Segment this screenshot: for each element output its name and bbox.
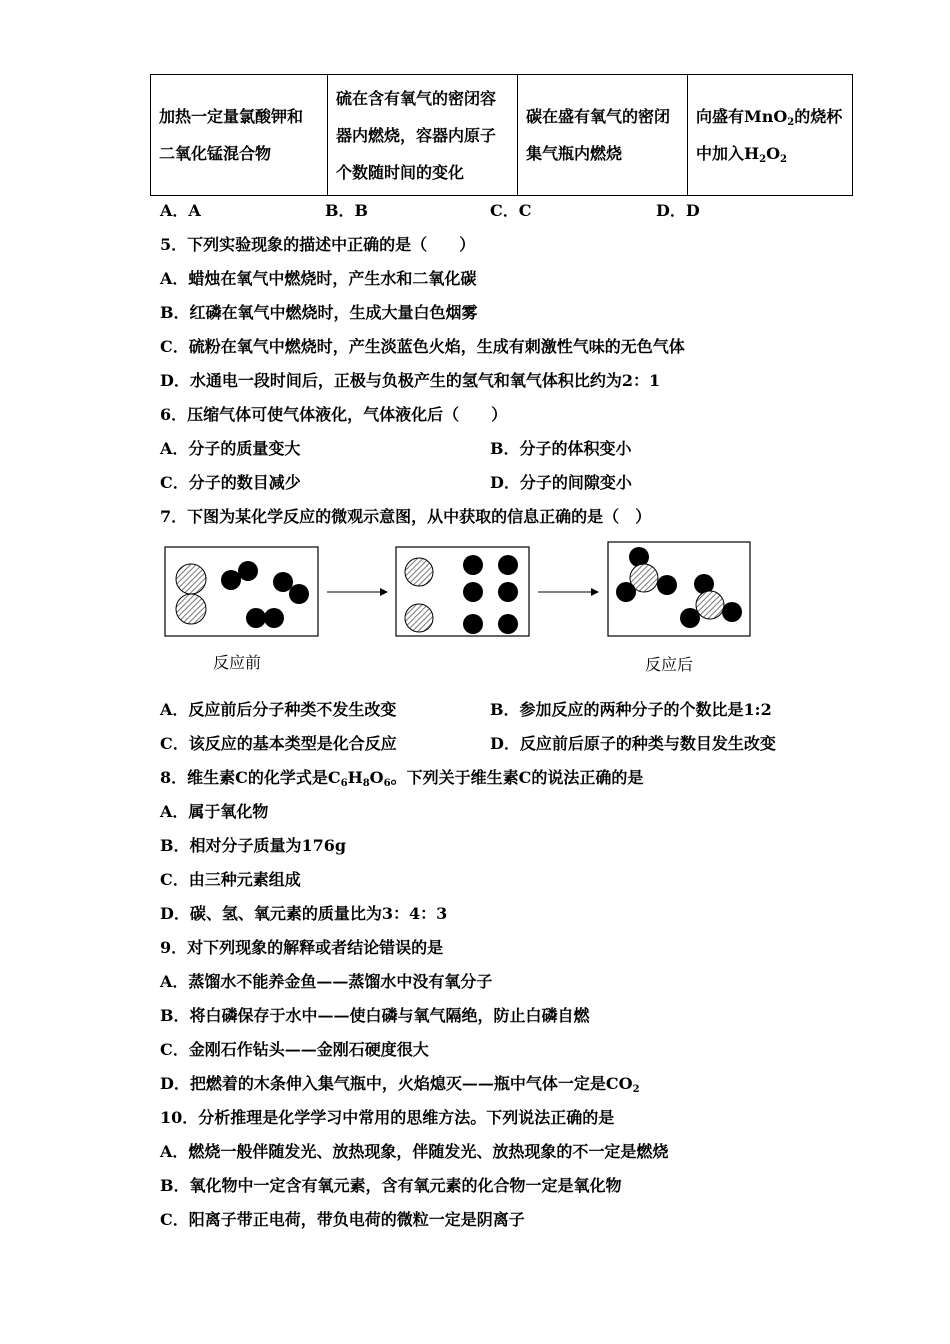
q5-option-d: D．水通电一段时间后，正极与负极产生的氢气和氧气体积比约为2：1 xyxy=(160,371,661,390)
black-atom xyxy=(680,608,700,628)
q7-option-c: C．该反应的基本类型是化合反应 xyxy=(160,734,397,753)
cell-b-line-2: 器内燃烧，容器内原子 xyxy=(336,125,497,145)
q6-stem: 6．压缩气体可使气体液化，气体液化后（ ） xyxy=(160,405,508,424)
black-atom xyxy=(498,555,518,575)
cell-c-line-2: 集气瓶内燃烧 xyxy=(526,144,623,163)
q7-option-d: D．反应前后原子的种类与数目发生改变 xyxy=(490,734,776,753)
q6-option-b: B．分子的体积变小 xyxy=(490,439,632,458)
q5-stem: 5．下列实验现象的描述中正确的是（ ） xyxy=(160,235,476,254)
table-cell-c xyxy=(518,75,688,196)
q7-option-a: A．反应前后分子种类不发生改变 xyxy=(160,700,397,719)
arrow-head xyxy=(380,588,388,596)
q8-option-b: B．相对分子质量为176g xyxy=(160,836,347,855)
cell-d-line-1: 向盛有MnO$_2$的烧杯 xyxy=(696,107,843,128)
caption-after: 反应后 xyxy=(645,655,694,674)
black-atom xyxy=(289,584,309,604)
q9-stem: 9．对下列现象的解释或者结论错误的是 xyxy=(160,938,444,957)
q8-stem: 8．维生素C的化学式是$C_6H_8O_6$。下列关于维生素C的说法正确的是 xyxy=(160,768,644,789)
q9-option-c: C．金刚石作钻头——金刚石硬度很大 xyxy=(160,1040,429,1059)
cell-b-line-3: 个数随时间的变化 xyxy=(336,162,465,182)
hatched-atom xyxy=(696,591,724,619)
cell-d-line-2: 中加入$H_2O_2$ xyxy=(696,144,787,165)
caption-before: 反应前 xyxy=(213,653,262,672)
table-cell-a xyxy=(151,75,328,196)
black-atom xyxy=(498,582,518,602)
q4-option-b: B．B xyxy=(325,201,369,220)
black-atom xyxy=(463,555,483,575)
q8-option-d: D．碳、氢、氧元素的质量比为3：4：3 xyxy=(160,904,448,923)
black-atom xyxy=(238,561,258,581)
q4-option-table xyxy=(150,74,853,196)
q6-option-d: D．分子的间隙变小 xyxy=(490,473,632,492)
q7-option-b: B．参加反应的两种分子的个数比是1:2 xyxy=(490,700,772,719)
black-atom xyxy=(264,608,284,628)
q9-option-d: D．把燃着的木条伸入集气瓶中，火焰熄灭——瓶中气体一定是$CO_2$ xyxy=(160,1074,640,1095)
black-atom xyxy=(221,570,241,590)
hatched-atom xyxy=(405,604,433,632)
q10-option-b: B．氧化物中一定含有氧元素，含有氧元素的化合物一定是氧化物 xyxy=(160,1176,622,1195)
q5-option-a: A．蜡烛在氧气中燃烧时，产生水和二氧化碳 xyxy=(160,269,477,288)
q8-option-a: A．属于氧化物 xyxy=(160,802,269,821)
q7-stem: 7．下图为某化学反应的微观示意图，从中获取的信息正确的是（ ） xyxy=(160,507,652,526)
cell-a-line-2: 二氧化锰混合物 xyxy=(159,144,272,163)
black-atom xyxy=(463,582,483,602)
black-atom xyxy=(246,608,266,628)
hatched-atom xyxy=(405,558,433,586)
hatched-atom xyxy=(176,594,206,624)
q9-option-b: B．将白磷保存于水中——使白磷与氧气隔绝，防止白磷自燃 xyxy=(160,1006,590,1025)
q8-option-c: C．由三种元素组成 xyxy=(160,870,301,889)
q10-option-c: C．阳离子带正电荷，带负电荷的微粒一定是阴离子 xyxy=(160,1210,525,1229)
black-atom xyxy=(463,614,483,634)
reaction-diagram xyxy=(160,538,760,642)
q5-option-b: B．红磷在氧气中燃烧时，生成大量白色烟雾 xyxy=(160,303,478,322)
q6-option-c: C．分子的数目减少 xyxy=(160,473,301,492)
table-cell-b xyxy=(328,75,518,196)
arrow-head xyxy=(591,588,599,596)
table-cell-d xyxy=(688,75,853,196)
q5-option-c: C．硫粉在氧气中燃烧时，产生淡蓝色火焰，生成有刺激性气味的无色气体 xyxy=(160,337,685,356)
q4-option-a: A．A xyxy=(160,201,201,220)
cell-a-line-1: 加热一定量氯酸钾和 xyxy=(159,107,304,126)
q10-option-a: A．燃烧一般伴随发光、放热现象，伴随发光、放热现象的不一定是燃烧 xyxy=(160,1142,669,1161)
q6-option-a: A．分子的质量变大 xyxy=(160,439,301,458)
q10-stem: 10．分析推理是化学学习中常用的思维方法。下列说法正确的是 xyxy=(160,1108,615,1127)
black-atom xyxy=(616,582,636,602)
q4-option-d: D．D xyxy=(656,201,700,220)
hatched-atom xyxy=(176,564,206,594)
cell-b-line-1: 硫在含有氧气的密闭容 xyxy=(336,88,497,108)
black-atom xyxy=(657,575,677,595)
cell-c-line-1: 碳在盛有氧气的密闭 xyxy=(526,107,671,126)
black-atom xyxy=(722,602,742,622)
black-atom xyxy=(498,614,518,634)
q4-option-c: C．C xyxy=(490,201,532,220)
q9-option-a: A．蒸馏水不能养金鱼——蒸馏水中没有氧分子 xyxy=(160,972,493,991)
black-atom xyxy=(273,572,293,592)
